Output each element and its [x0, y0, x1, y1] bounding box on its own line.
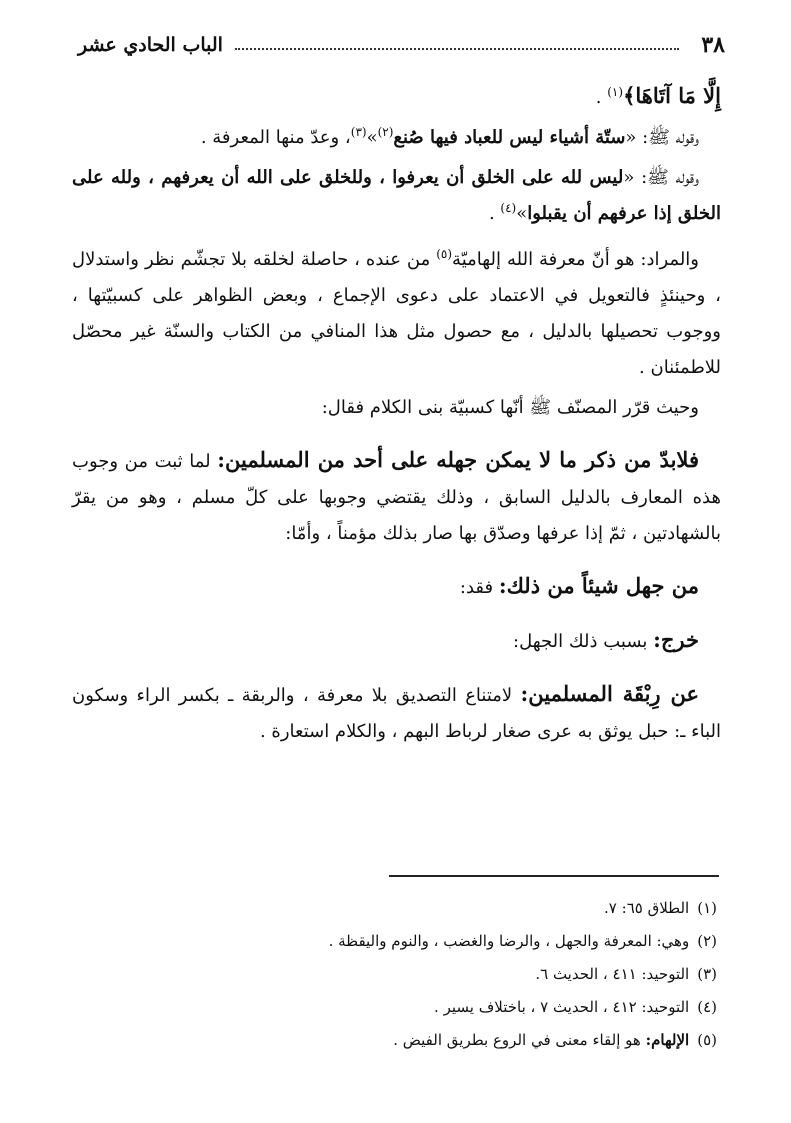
footnote-number: (١) — [697, 899, 717, 917]
commentary-paragraph — [72, 242, 721, 386]
footnote-number: (٥) — [697, 1031, 717, 1049]
paragraph-text: وحيث قرّر المصنّف ﷺ أنّها كسبيّة بنى الكلام فقال: — [321, 397, 699, 418]
matn-text: من جهل شيئاً من ذلك: — [498, 573, 699, 598]
matn-paragraph — [72, 442, 721, 552]
sharh-text: لامتناع التصديق بلا معرفة ، والربقة ـ بكسر الراء وسكون الباء ـ: حبل يوثق به عرى صغار لرباط البهم ، والكلام استعارة . — [72, 685, 721, 742]
quote-close: » — [516, 203, 528, 224]
footnote-ref: (١) — [607, 85, 624, 99]
matn-paragraph — [72, 676, 721, 750]
footnote-text: التوحيد: ٤١٢ ، الحديث ٧ ، باختلاف يسير . — [434, 998, 690, 1016]
paragraph-text: من عنده ، حاصلة لخلقه بلا تجشّم نظر واستدلال ، وحينئذٍ فالتعويل في الاعتماد على دعوى الإجماع ، وبعض الظواهر على كسبيّتها ، ووجوب تحصيلها بالدليل ، مع حصول مثل هذا المنافي من الكتاب والسنّة غير محصّل للاطمئنان . — [72, 249, 721, 378]
quran-verse-line — [72, 78, 721, 116]
footnote-number: (٣) — [697, 965, 717, 983]
footnote-text: هو إلقاء معنى في الروع بطريق الفيض . — [393, 1031, 646, 1049]
footnote-number: (٤) — [697, 998, 717, 1016]
footnote-text: التوحيد: ٤١١ ، الحديث ٦. — [535, 965, 690, 983]
footnote-ref: (٣) — [350, 125, 367, 139]
header-dotted-leader — [235, 48, 679, 50]
footnote-ref: (٤) — [500, 201, 517, 215]
footnotes — [72, 892, 717, 1057]
matn-text: خرج: — [653, 627, 699, 652]
hadith-suffix: ، وعدّ منها المعرفة . — [200, 127, 351, 148]
hadith-paragraph — [72, 120, 721, 156]
page-number: ٣٨ — [701, 32, 725, 58]
punctuation: . — [488, 203, 501, 224]
footnote-text: الطلاق ٦٥: ٧. — [604, 899, 690, 917]
hadith-text: ليس لله على الخلق أن يعرفوا ، وللخلق على الله أن يعرفهم ، ولله على الخلق إذا عرفهم أن يقبلوا — [72, 167, 721, 224]
footnote-number: (٢) — [697, 932, 717, 950]
chapter-title: الباب الحادي عشر — [78, 34, 223, 56]
main-text — [72, 78, 721, 750]
commentary-paragraph — [72, 390, 721, 426]
footnote-ref: (٢) — [377, 125, 394, 139]
footnote-item — [72, 892, 717, 925]
footnote-item — [72, 1024, 717, 1057]
matn-paragraph — [72, 622, 721, 660]
page-header — [78, 30, 725, 60]
quran-verse: إِلَّا مَا آتَاهَا﴾ — [623, 83, 721, 108]
punctuation: . — [595, 87, 608, 108]
footnote-term: الإلهام: — [645, 1031, 690, 1049]
footnote-item — [72, 925, 717, 958]
paragraph-text: والمراد: هو أنّ معرفة الله إلهاميّة — [452, 249, 700, 270]
sharh-text: فقد: — [459, 577, 499, 598]
matn-text: فلابدّ من ذكر ما لا يمكن جهله على أحد من المسلمين: — [217, 447, 699, 472]
footnote-item — [72, 958, 717, 991]
matn-paragraph — [72, 568, 721, 606]
hadith-text: ستّة أشياء ليس للعباد فيها صُنع — [393, 127, 626, 148]
sharh-text: بسبب ذلك الجهل: — [513, 631, 654, 652]
footnote-item — [72, 991, 717, 1024]
matn-text: عن رِبْقَة المسلمين: — [520, 681, 700, 706]
footnote-ref: (٥) — [436, 247, 453, 261]
sharh-text: لما ثبت من وجوب هذه المعارف بالدليل السابق ، وذلك يقتضي وجوبها على كلّ مسلم ، وهو من يقرّ بالشهادتين ، ثمّ إذا عرفها وصدّق بها صار بذلك مؤمناً ، وأمّا: — [72, 451, 721, 544]
footnote-separator — [389, 875, 719, 877]
hadith-intro: وقوله ﷺ: « — [625, 127, 699, 148]
hadith-paragraph — [72, 160, 721, 232]
footnote-text: وهي: المعرفة والجهل ، والرضا والغضب ، والنوم واليقظة . — [328, 932, 690, 950]
hadith-intro: وقوله ﷺ: « — [623, 167, 699, 188]
quote-close: » — [366, 127, 378, 148]
